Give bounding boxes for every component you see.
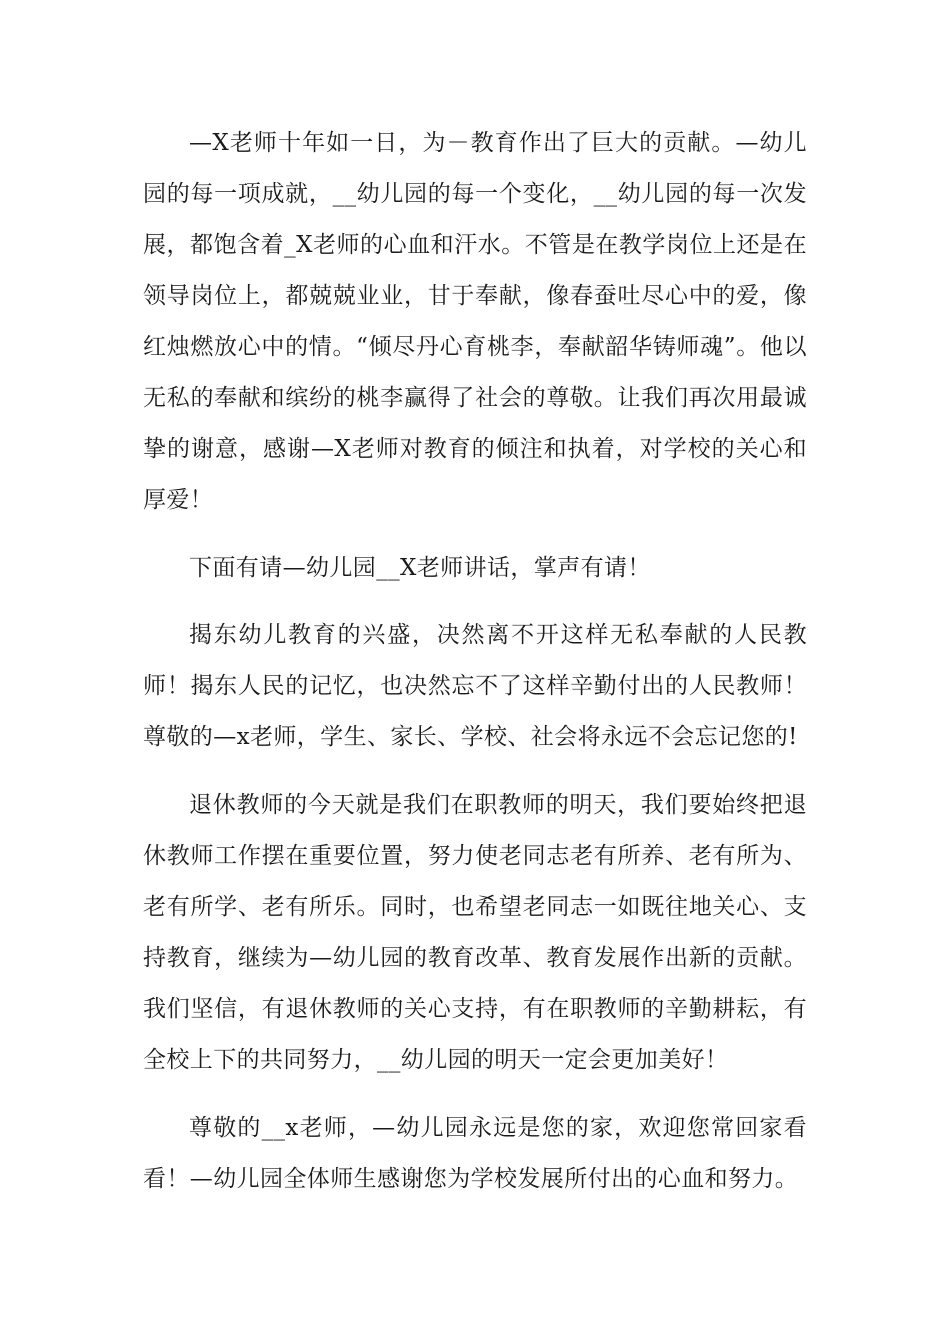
paragraph-closing: 尊敬的__x老师，—幼儿园永远是您的家，欢迎您常回家看看！—幼儿园全体师生感谢您为学校发展所付出的心血和努力。 xyxy=(143,1115,807,1192)
paragraph-retired-teachers: 退休教师的今天就是我们在职教师的明天，我们要始终把退休教师工作摆在重要位置，努力使老同志老有所养、老有所为、老有所学、老有所乐。同时，也希望老同志一如既往地关心、支持教育，继续为—幼儿园的教育改革、教育发展作出新的贡献。我们坚信，有退休教师的关心支持，有在职教师的辛勤耕耘，有全校上下的共同努力，__幼儿园的明天一定会更加美好！ xyxy=(143,792,807,1073)
paragraph-gratitude: 揭东幼儿教育的兴盛，决然离不开这样无私奉献的人民教师！揭东人民的记忆，也决然忘不了这样辛勤付出的人民教师！尊敬的—x老师，学生、家长、学校、社会将永远不会忘记您的! xyxy=(143,622,807,750)
paragraph-invitation: 下面有请—幼儿园__X老师讲话，掌声有请！ xyxy=(189,555,651,581)
document-body xyxy=(143,118,807,1205)
paragraph-tribute: —X老师十年如一日，为－教育作出了巨大的贡献。—幼儿园的每一项成就，__幼儿园的每一个变化，__幼儿园的每一次发展，都饱含着_X老师的心血和汗水。不管是在教学岗位上还是在领导岗位上，都兢兢业业，甘于奉献，像春蚕吐尽心中的爱，像红烛燃放心中的情。“倾尽丹心育桃李，奉献韶华铸师魂”。他以无私的奉献和缤纷的桃李赢得了社会的尊敬。让我们再次用最诚挚的谢意，感谢—X老师对教育的倾注和执着，对学校的关心和厚爱！ xyxy=(143,130,807,513)
